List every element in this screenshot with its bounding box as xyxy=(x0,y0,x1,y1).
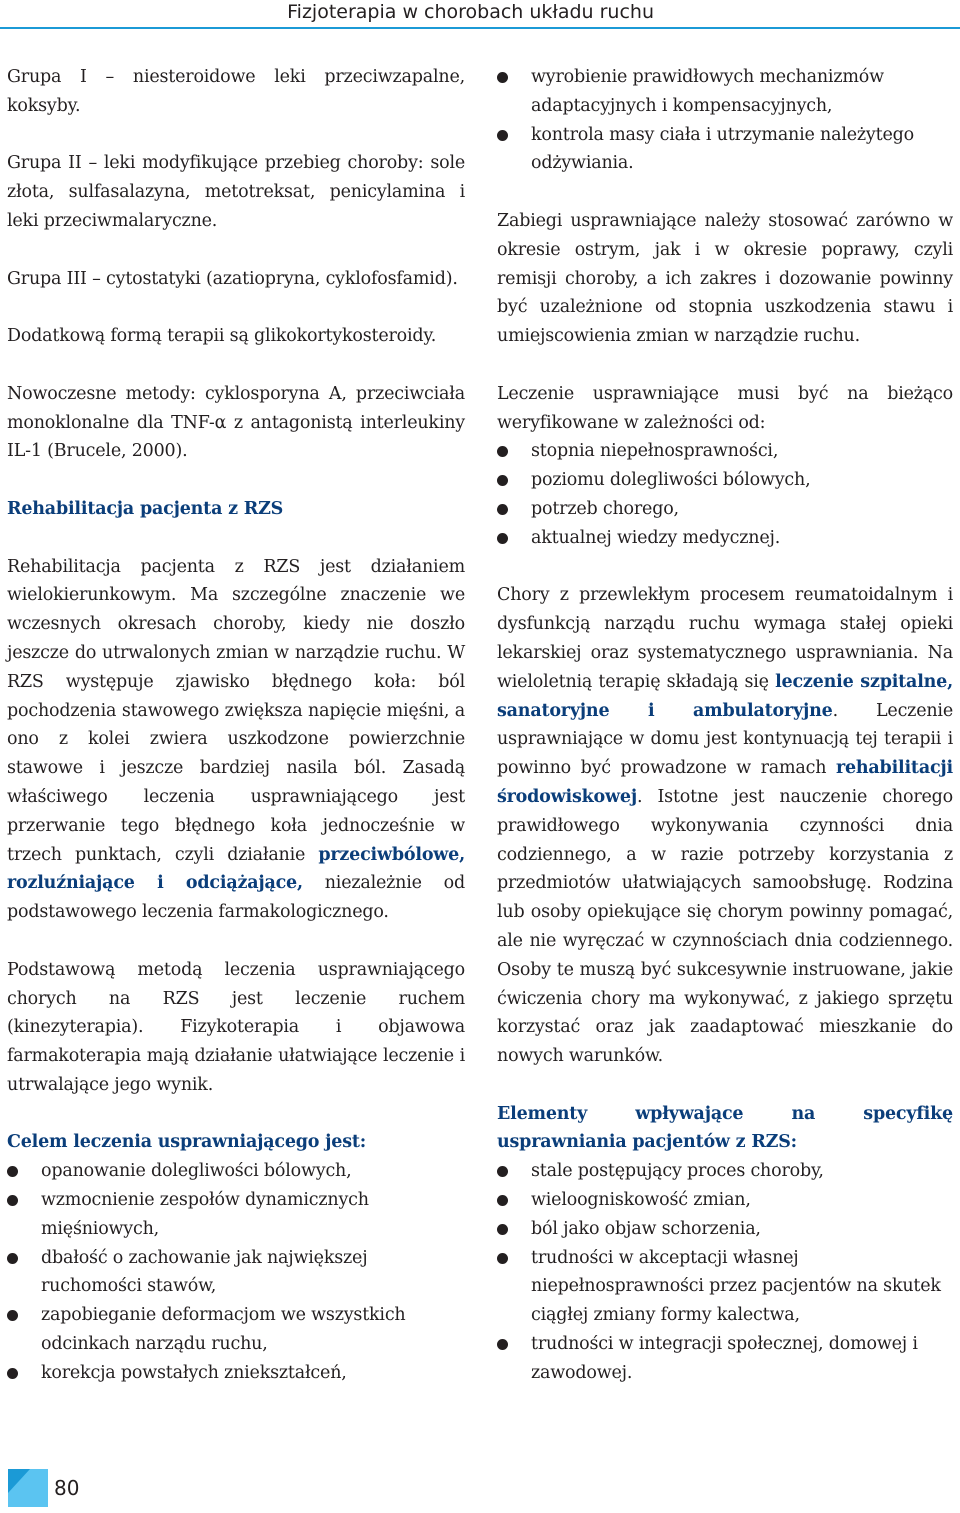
paragraph-rehabilitation: Rehabilitacja pacjenta z RZS jest działaniem wielokierunkowym. Ma szczególne znaczenie we wczesnych okresach choroby, kiedy nie doszło jeszcze do utrwalonych zmian w narządzie ruchu. W RZS występuje zjawisko błędnego koła: ból pochodzenia stawowego zwiększa napięcie mięśni, a ono z kolei zwiera uszkodzone powierzchnie stawowe i jeszcze bardziej nasila ból. Zasadą właściwego leczenia usprawniającego jest przerwanie tego błędnego koła jednocześnie w trzech punktach, czyli działanie przeciwbólowe, rozluźniające i odciążające, niezależnie od podstawowego leczenia farmakologicznego. xyxy=(7,556,465,923)
list-item: korekcja powstałych zniekształceń, xyxy=(7,1359,465,1388)
list-item: stale postępujący proces choroby, xyxy=(497,1157,953,1186)
emphasis-treatment-types: przeciwbólowe, rozluźniające i odciążające, xyxy=(7,844,465,894)
paragraph-verification: Leczenie usprawniające musi być na bieżąco weryfikowane w zależności od: xyxy=(497,383,953,433)
goals-heading: Celem leczenia usprawniającego jest: xyxy=(7,1132,367,1153)
list-item: opanowanie dolegliwości bólowych, xyxy=(7,1157,465,1186)
list-item: trudności w integracji społecznej, domowej i zawodowej. xyxy=(497,1330,953,1388)
list-item: kontrola masy ciała i utrzymanie należytego odżywiania. xyxy=(497,121,953,179)
list-item: trudności w akceptacji własnej niepełnosprawności przez pacjentów na skutek ciągłej zmiany formy kalectwa, xyxy=(497,1244,953,1330)
list-item: wyrobienie prawidłowych mechanizmów adaptacyjnych i kompensacyjnych, xyxy=(497,63,953,121)
list-item: stopnia niepełnosprawności, xyxy=(497,437,953,466)
paragraph-group-3: Grupa III – cytostatyki (azatiopryna, cyklofosfamid). xyxy=(7,268,458,289)
emphasis-community-rehab: rehabilitacji środowiskowej xyxy=(497,758,953,807)
page-corner-icon xyxy=(8,1469,48,1507)
paragraph-long-term-care: Chory z przewlekłym procesem reumatoidalnym i dysfunkcją narządu ruchu wymaga stałej opieki lekarskiej oraz systematycznego usprawniania. Na wieloletnią terapię składają się leczenie szpitalne, sanatoryjne i ambulatoryjne. Leczenie usprawniające w domu jest kontynuacją tej terapii i powinno być prowadzone w ramach rehabilitacji środowiskowej. Istotne jest nauczenie chorego prawidłowego wykonywania czynności dnia codziennego, a w razie potrzeby korzystania z przedmiotów ułatwiających samoobsługę. Rodzina lub osoby opiekujące się chorym powinny pomagać, ale nie wyręczać w czynnościach dnia codziennego. Osoby te muszą być sukcesywnie instruowane, jakie ćwiczenia chory ma wykonywać, z jakiego sprzętu korzystać oraz jak zaadaptować mieszkanie do nowych warunków. xyxy=(497,585,953,1067)
paragraph-modern-methods: Nowoczesne metody: cyklosporyna A, przeciwciała monoklonalne dla TNF-α z antagonistą interleukiny IL-1 (Brucele, 2000). xyxy=(7,383,465,462)
left-column xyxy=(7,63,465,1388)
top-header-bar xyxy=(0,0,960,29)
list-item: potrzeb chorego, xyxy=(497,495,953,524)
elements-heading: Elementy wpływające na specyfikę usprawniania pacjentów z RZS: xyxy=(497,1103,953,1153)
paragraph-kinesitherapy: Podstawową metodą leczenia usprawniającego chorych na RZS jest leczenie ruchem (kinezyterapia). Fizykoterapia i objawowa farmakoterapia mają działanie ułatwiające leczenie i utrwalające jego wynik. xyxy=(7,959,465,1095)
verification-list xyxy=(497,437,953,552)
list-item: aktualnej wiedzy medycznej. xyxy=(497,524,953,553)
goals-list-continued xyxy=(497,63,953,178)
section-heading: Rehabilitacja pacjenta z RZS xyxy=(7,498,284,519)
goals-list xyxy=(7,1157,465,1387)
page-number: 80 xyxy=(54,1476,80,1500)
list-item: zapobieganie deformacjom we wszystkich odcinkach narządu ruchu, xyxy=(7,1301,465,1359)
running-title: Fizjoterapia w chorobach układu ruchu xyxy=(287,1,654,23)
list-item: wzmocnienie zespołów dynamicznych mięśniowych, xyxy=(7,1186,465,1244)
paragraph-glucocorticoids: Dodatkową formą terapii są glikokortykosteroidy. xyxy=(7,326,437,347)
elements-list xyxy=(497,1157,953,1387)
list-item: dbałość o zachowanie jak największej ruchomości stawów, xyxy=(7,1244,465,1302)
list-item: poziomu dolegliwości bólowych, xyxy=(497,466,953,495)
emphasis-treatment-settings: leczenie szpitalne, sanatoryjne i ambulatoryjne xyxy=(497,671,953,721)
list-item: wieloogniskowość zmian, xyxy=(497,1186,953,1215)
list-item: ból jako objaw schorzenia, xyxy=(497,1215,953,1244)
paragraph-procedures: Zabiegi usprawniające należy stosować zarówno w okresie ostrym, jak i w okresie poprawy, czyli remisji choroby, a ich zakres i dozowanie powinny być uzależnione od stopnia uszkodzenia stawu i umiejscowienia zmian w narządzie ruchu. xyxy=(497,210,953,347)
paragraph-group-2: Grupa II – leki modyfikujące przebieg choroby: sole złota, sulfasalazyna, metotreksat, penicylamina i leki przeciwmalaryczne. xyxy=(7,153,465,231)
paragraph-group-1: Grupa I – niesteroidowe leki przeciwzapalne, koksyby. xyxy=(7,67,465,116)
right-column xyxy=(497,63,953,1388)
